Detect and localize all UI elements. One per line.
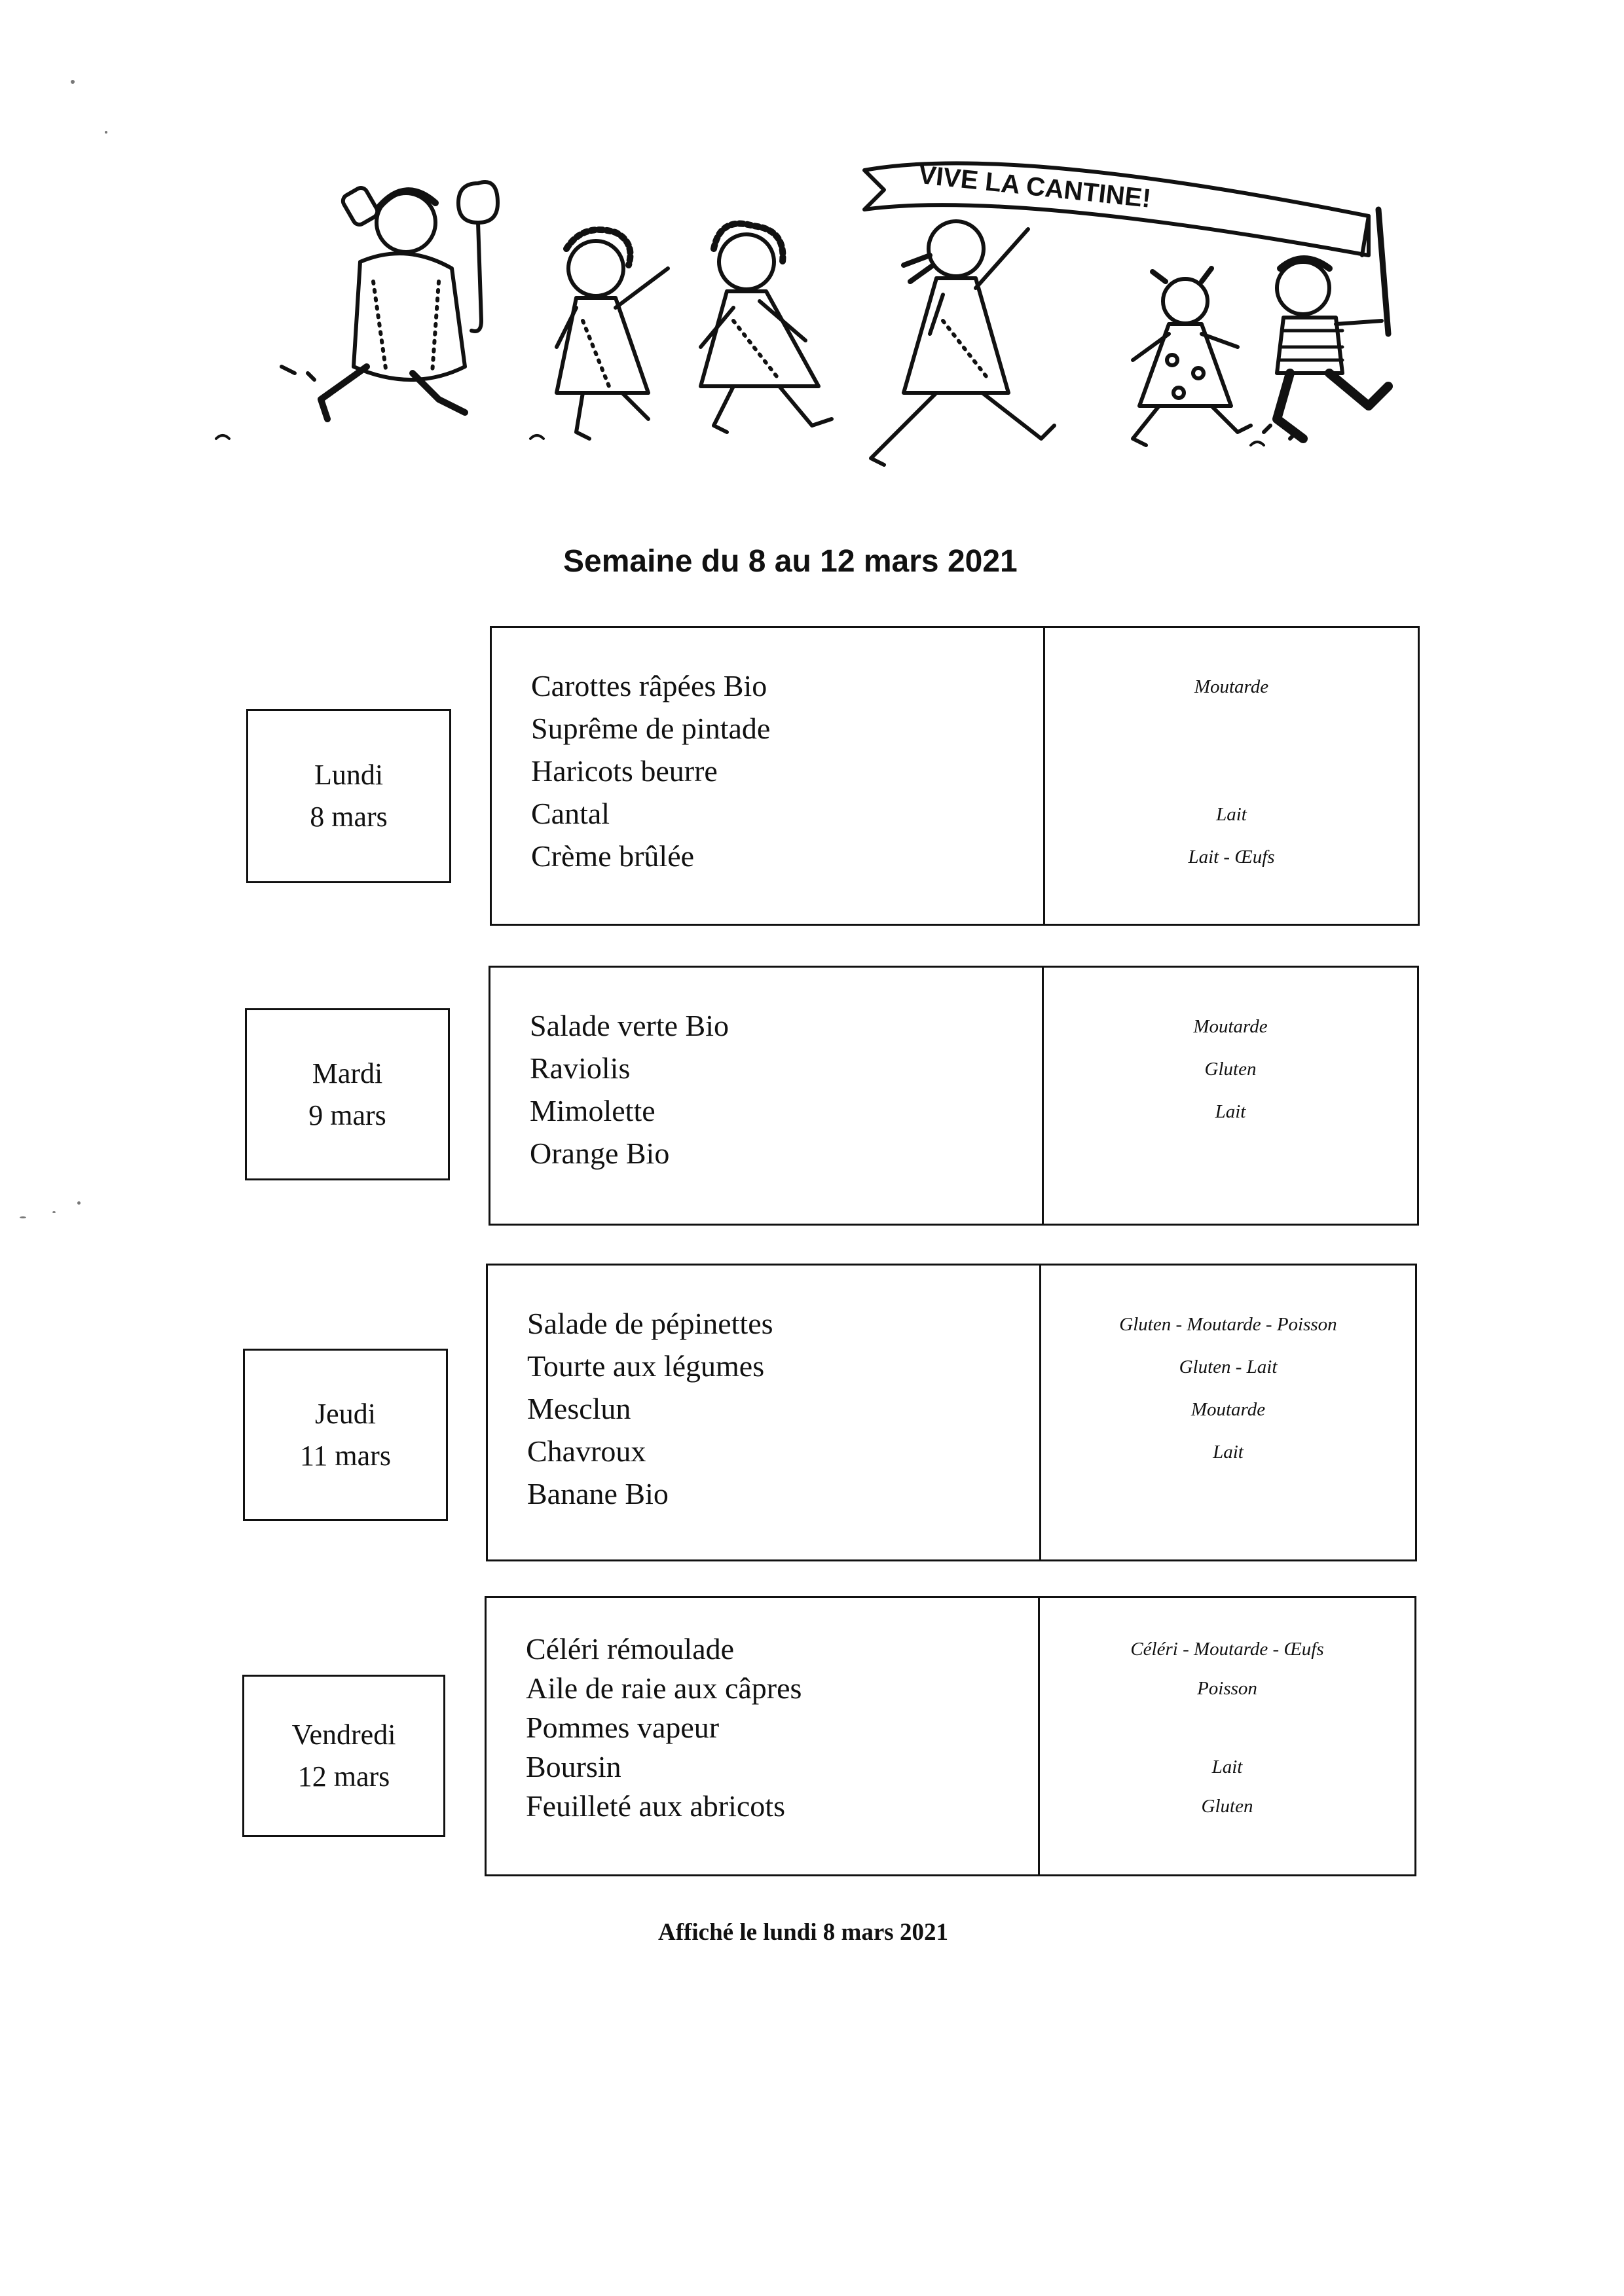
- girl-figure-icon: [557, 230, 668, 439]
- day-box-mardi: [245, 1008, 450, 1180]
- allergen-item: Lait: [1211, 1757, 1243, 1777]
- day-date: 8 mars: [310, 801, 388, 833]
- day-date: 9 mars: [308, 1099, 386, 1131]
- menu-box-lundi: [490, 626, 1420, 926]
- boy-figure-icon: [1264, 259, 1388, 439]
- allergen-list: [1044, 968, 1417, 1224]
- dish-item: Boursin: [526, 1750, 621, 1783]
- day-name: Mardi: [312, 1057, 383, 1089]
- posted-date: Affiché le lundi 8 mars 2021: [658, 1919, 948, 1946]
- day-box-lundi: [246, 709, 451, 883]
- allergen-item: Céléri - Moutarde - Œufs: [1130, 1639, 1324, 1660]
- cook-figure-icon: [282, 182, 498, 419]
- allergen-item: Moutarde: [1190, 1399, 1266, 1420]
- allergen-item: Gluten - Moutarde - Poisson: [1119, 1314, 1337, 1335]
- day-name: Jeudi: [315, 1397, 376, 1430]
- allergen-list: [1040, 1598, 1414, 1874]
- allergen-item: Gluten: [1204, 1059, 1257, 1080]
- allergen-item: Lait - Œufs: [1188, 847, 1275, 867]
- day-name: Vendredi: [291, 1719, 396, 1751]
- dish-item: Aile de raie aux câpres: [526, 1671, 802, 1705]
- dish-item: Pommes vapeur: [526, 1711, 720, 1744]
- allergen-item: Lait: [1216, 804, 1247, 825]
- allergen-item: [1045, 751, 1418, 793]
- dish-item: Salade verte Bio: [530, 1009, 729, 1042]
- allergen-list: [1045, 628, 1418, 924]
- allergen-item: Lait: [1213, 1442, 1244, 1463]
- scan-speck: [52, 1211, 56, 1213]
- allergen-item: [1045, 708, 1418, 751]
- dish-item: Crème brûlée: [531, 839, 695, 873]
- banner-text: VIVE LA CANTINE!: [917, 160, 1153, 213]
- dish-item: Carottes râpées Bio: [531, 669, 767, 702]
- dish-item: Feuilleté aux abricots: [526, 1789, 785, 1823]
- dish-item: Chavroux: [527, 1434, 646, 1468]
- allergen-list: [1041, 1266, 1415, 1559]
- scan-speck: [105, 131, 107, 134]
- girl-figure-icon: [871, 221, 1054, 465]
- cantine-illustration: [190, 151, 1434, 491]
- dish-item: Tourte aux légumes: [527, 1349, 765, 1383]
- day-date: 12 mars: [297, 1760, 390, 1793]
- girl-figure-icon: [1133, 268, 1251, 445]
- allergen-item: Moutarde: [1194, 676, 1269, 697]
- dish-item: Salade de pépinettes: [527, 1307, 773, 1340]
- dish-item: Cantal: [531, 797, 610, 830]
- allergen-item: Gluten: [1201, 1796, 1253, 1817]
- allergen-item: [1040, 1708, 1414, 1747]
- girl-figure-icon: [701, 224, 832, 432]
- dish-item: Orange Bio: [530, 1137, 670, 1170]
- dish-item: Banane Bio: [527, 1477, 669, 1510]
- menu-box-jeudi: [486, 1264, 1417, 1561]
- scan-speck: [71, 80, 75, 84]
- allergen-item: Gluten - Lait: [1179, 1357, 1278, 1377]
- dish-list: [492, 628, 1045, 924]
- menu-box-mardi: [489, 966, 1419, 1226]
- menu-box-vendredi: [485, 1596, 1416, 1876]
- dish-item: Suprême de pintade: [531, 712, 771, 745]
- dish-item: Raviolis: [530, 1051, 631, 1085]
- day-box-jeudi: [243, 1349, 448, 1521]
- dish-list: [488, 1266, 1041, 1559]
- day-name: Lundi: [314, 759, 384, 791]
- allergen-item: Lait: [1215, 1101, 1246, 1122]
- allergen-item: Moutarde: [1193, 1016, 1268, 1037]
- day-date: 11 mars: [300, 1439, 391, 1472]
- dish-list: [487, 1598, 1040, 1874]
- dish-item: Haricots beurre: [531, 754, 718, 788]
- dish-item: Mesclun: [527, 1392, 631, 1425]
- dish-item: Mimolette: [530, 1094, 655, 1127]
- dish-item: Céléri rémoulade: [526, 1632, 735, 1666]
- day-box-vendredi: [242, 1675, 445, 1837]
- allergen-item: Poisson: [1197, 1678, 1257, 1699]
- page-title: Semaine du 8 au 12 mars 2021: [563, 544, 1018, 579]
- dish-list: [490, 968, 1044, 1224]
- scan-speck: [20, 1216, 26, 1218]
- scan-speck: [77, 1201, 81, 1205]
